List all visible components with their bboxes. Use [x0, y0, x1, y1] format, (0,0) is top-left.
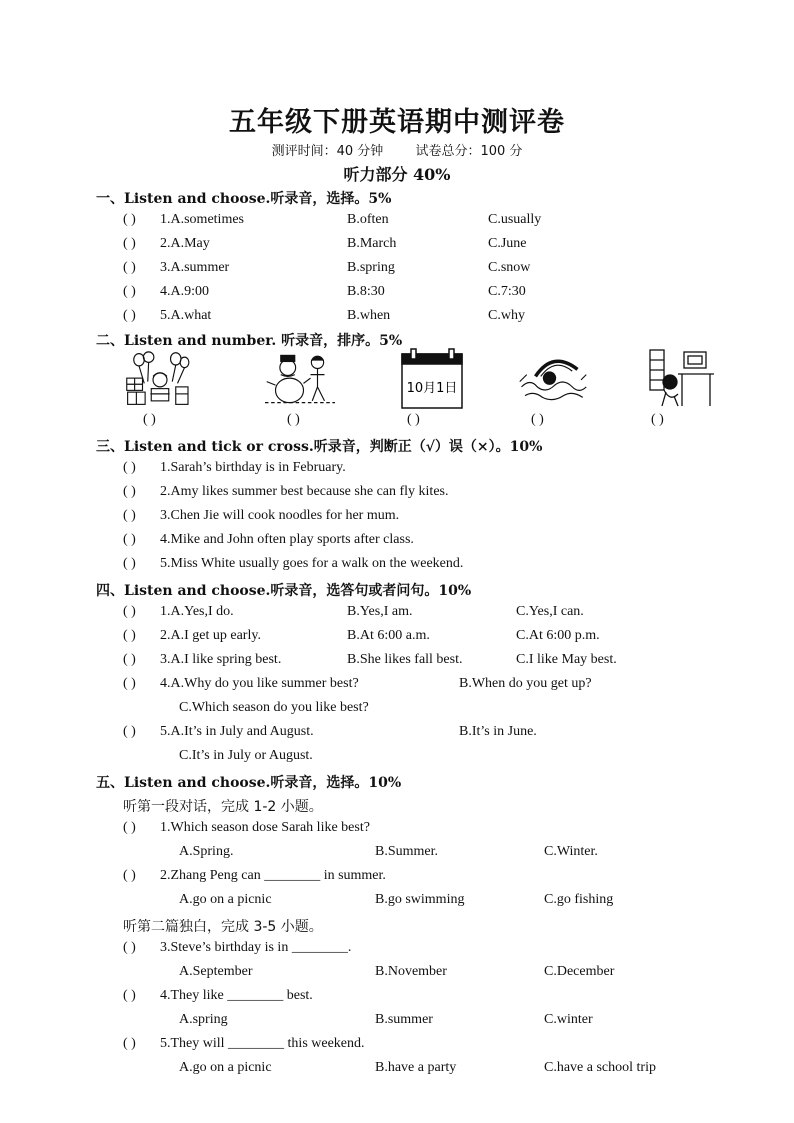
dialogue-intro: 听第一段对话，完成 1-2 小题。 [123, 799, 323, 815]
q5-question [0, 988, 794, 1010]
answer-blank[interactable]: ( ) [123, 308, 136, 323]
option-b: B.When do you get up? [459, 676, 592, 691]
option-c: C.usually [488, 212, 542, 227]
q4-item [0, 724, 794, 746]
q5-options [0, 844, 794, 866]
q4-item [0, 628, 794, 650]
option-b: B.spring [347, 260, 395, 275]
statement: 5.Miss White usually goes for a walk on the weekend. [160, 556, 464, 571]
option-c: C.December [544, 964, 615, 979]
option-b: B.go swimming [375, 892, 465, 907]
q5-question [0, 1036, 794, 1058]
answer-blank[interactable]: ( ) [123, 604, 136, 619]
option-c: C.winter [544, 1012, 593, 1027]
q3-item [0, 460, 794, 482]
q4-item [0, 652, 794, 674]
q5-options [0, 1060, 794, 1082]
monologue-intro: 听第二篇独白，完成 3-5 小题。 [123, 919, 323, 935]
option-a: A.spring [179, 1012, 228, 1027]
option-a: A.go on a picnic [179, 892, 272, 907]
question-text: 3.Steve’s birthday is in ________. [160, 940, 352, 955]
q4-item-cont [0, 748, 794, 770]
q5-options [0, 964, 794, 986]
option-b: B.have a party [375, 1060, 457, 1075]
option-b: B.often [347, 212, 389, 227]
answer-blank[interactable]: ( ) [123, 1036, 136, 1051]
answer-blank[interactable]: ( ) [123, 724, 136, 739]
option-a: A.September [179, 964, 253, 979]
answer-blank[interactable]: ( ) [531, 412, 544, 427]
question-text: 4.They like ________ best. [160, 988, 313, 1003]
calendar-date: 10月1日 [406, 381, 458, 396]
answer-blank[interactable]: ( ) [123, 212, 136, 227]
section-3-heading: 三、Listen and tick or cross.听录音，判断正（√）误（×）。10% [96, 439, 543, 455]
q1-item [0, 236, 794, 258]
q1-item [0, 260, 794, 282]
q1-item [0, 284, 794, 306]
answer-blank[interactable]: ( ) [123, 508, 136, 523]
swimming-icon [518, 348, 588, 410]
answer-blank[interactable]: ( ) [123, 676, 136, 691]
statement: 2.Amy likes summer best because she can fly kites. [160, 484, 449, 499]
section-2-heading: 二、Listen and number. 听录音，排序。5% [96, 333, 403, 349]
q5-question [0, 820, 794, 842]
q5-options [0, 1012, 794, 1034]
option-a: 1.A.Yes,I do. [160, 604, 234, 619]
answer-blank[interactable]: ( ) [123, 484, 136, 499]
option-b: B.Yes,I am. [347, 604, 413, 619]
option-a: 1.A.sometimes [160, 212, 244, 227]
question-text: 2.Zhang Peng can ________ in summer. [160, 868, 386, 883]
option-b: B.March [347, 236, 397, 251]
option-b: B.November [375, 964, 447, 979]
option-a: 4.A.Why do you like summer best? [160, 676, 359, 691]
option-a: 5.A.what [160, 308, 212, 323]
answer-blank[interactable]: ( ) [123, 628, 136, 643]
answer-blank[interactable]: ( ) [651, 412, 664, 427]
q3-item [0, 532, 794, 554]
answer-blank[interactable]: ( ) [287, 412, 300, 427]
option-c: C.It’s in July or August. [179, 748, 313, 763]
option-b: B.Summer. [375, 844, 439, 859]
answer-blank[interactable]: ( ) [123, 260, 136, 275]
section-1-heading: 一、Listen and choose.听录音，选择。5% [96, 191, 392, 207]
exam-score: 试卷总分：100 分 [415, 144, 523, 159]
option-c: C.Winter. [544, 844, 598, 859]
snowman-icon [265, 348, 335, 410]
option-c: C.Yes,I can. [516, 604, 584, 619]
option-a: 3.A.summer [160, 260, 230, 275]
section-5-heading: 五、Listen and choose.听录音，选择。10% [96, 775, 402, 791]
option-a: 4.A.9:00 [160, 284, 209, 299]
q5-question [0, 868, 794, 890]
option-c: C.At 6:00 p.m. [516, 628, 600, 643]
birthday-party-icon [125, 348, 195, 410]
option-c: C.7:30 [488, 284, 526, 299]
option-b: B.She likes fall best. [347, 652, 463, 667]
option-b: B.8:30 [347, 284, 385, 299]
option-a: 2.A.May [160, 236, 210, 251]
q1-item [0, 308, 794, 330]
option-a: 5.A.It’s in July and August. [160, 724, 314, 739]
option-a: A.go on a picnic [179, 1060, 272, 1075]
exam-info [0, 140, 794, 159]
page-title: 五年级下册英语期中测评卷 [229, 107, 565, 138]
statement: 1.Sarah’s birthday is in February. [160, 460, 346, 475]
option-c: C.Which season do you like best? [179, 700, 369, 715]
answer-blank[interactable]: ( ) [143, 412, 156, 427]
option-b: B.when [347, 308, 391, 323]
option-c: C.June [488, 236, 527, 251]
exam-time: 测评时间：40 分钟 [271, 144, 384, 159]
answer-blank[interactable]: ( ) [123, 460, 136, 475]
option-a: 2.A.I get up early. [160, 628, 261, 643]
answer-blank[interactable]: ( ) [123, 284, 136, 299]
answer-blank[interactable]: ( ) [123, 652, 136, 667]
answer-blank[interactable]: ( ) [123, 988, 136, 1003]
option-c: C.have a school trip [544, 1060, 656, 1075]
part-heading: 听力部分 40% [343, 165, 451, 184]
question-text: 5.They will ________ this weekend. [160, 1036, 365, 1051]
answer-blank[interactable]: ( ) [123, 532, 136, 547]
option-a: 3.A.I like spring best. [160, 652, 282, 667]
option-c: C.why [488, 308, 525, 323]
option-c: C.snow [488, 260, 531, 275]
answer-blank[interactable]: ( ) [407, 412, 420, 427]
q1-item [0, 212, 794, 234]
section-4-heading: 四、Listen and choose.听录音，选答句或者问句。10% [96, 583, 472, 599]
question-text: 1.Which season dose Sarah like best? [160, 820, 370, 835]
q3-item [0, 508, 794, 530]
option-b: B.It’s in June. [459, 724, 537, 739]
option-c: C.go fishing [544, 892, 614, 907]
answer-blank[interactable]: ( ) [123, 820, 136, 835]
q3-item [0, 484, 794, 506]
option-a: A.Spring. [179, 844, 234, 859]
answer-blank[interactable]: ( ) [123, 236, 136, 251]
option-c: C.I like May best. [516, 652, 617, 667]
answer-blank[interactable]: ( ) [123, 868, 136, 883]
answer-blank[interactable]: ( ) [123, 556, 136, 571]
statement: 3.Chen Jie will cook noodles for her mum. [160, 508, 400, 523]
statement: 4.Mike and John often play sports after class. [160, 532, 414, 547]
option-b: B.summer [375, 1012, 433, 1027]
answer-blank[interactable]: ( ) [123, 940, 136, 955]
option-b: B.At 6:00 a.m. [347, 628, 430, 643]
computer-desk-icon [648, 348, 718, 410]
q4-item [0, 676, 794, 698]
q5-options [0, 892, 794, 914]
q3-item [0, 556, 794, 578]
q4-item [0, 604, 794, 626]
q5-question [0, 940, 794, 962]
calendar-icon [398, 348, 468, 410]
q4-item-cont [0, 700, 794, 722]
